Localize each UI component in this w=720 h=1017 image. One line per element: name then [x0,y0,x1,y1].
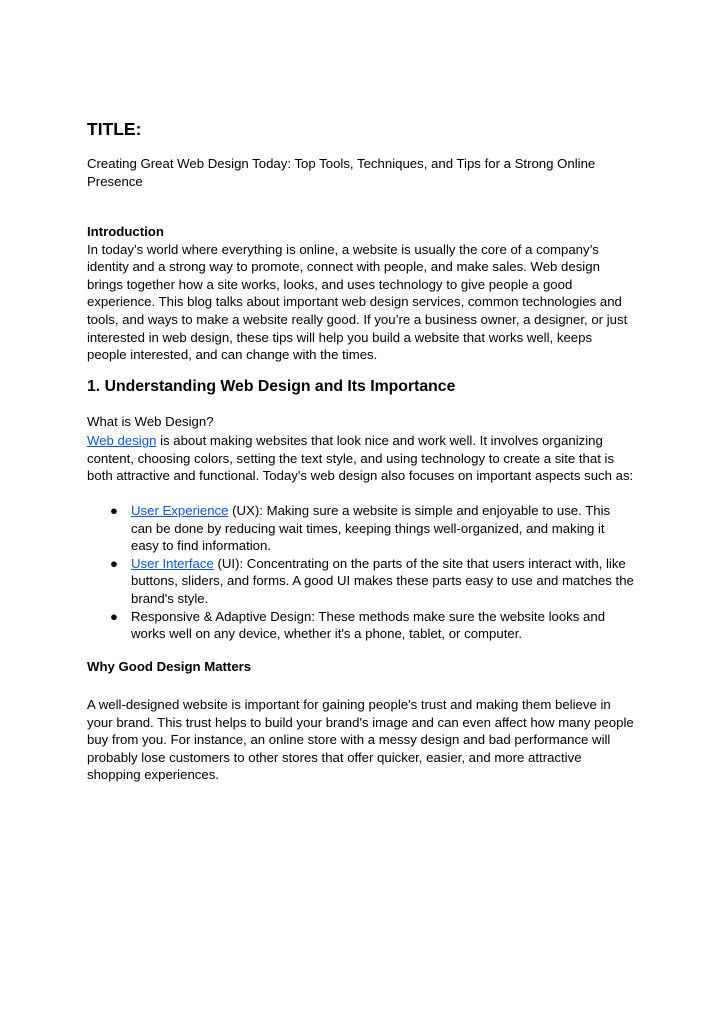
list-item [87,502,635,555]
list-item-text: Responsive & Adaptive Design: These methods make sure the website looks and works well on any device, whether it's a phone, tablet, or computer. [131,608,606,642]
web-design-link[interactable]: Web design [87,433,157,448]
user-interface-link[interactable]: User Interface [131,555,214,571]
user-experience-link[interactable]: User Experience [131,503,229,518]
what-is-web-design-heading: What is Web Design? [87,414,214,429]
introduction-section [87,223,635,364]
introduction-body: In today’s world where everything is online, a website is usually the core of a company’s identity and a strong way to promote, connect with people, and make sales. Web design brings together how a site works, looks, and uses technology to give people a good experience. This blog talks about important web design services, common technologies and tools, and ways to make a website really good. If you’re a business owner, a designer, or just interested in web design, these tips will help you build a website that works well, keeps people interested, and can change with the times. [87,241,628,363]
design-aspects-list [87,502,635,643]
list-item [87,608,635,643]
introduction-heading: Introduction [87,224,164,239]
document-label: TITLE: [87,119,142,139]
list-item-text: (UI): Concentrating on the parts of the site that users interact with, like buttons, sliders, and forms. A good UI makes these parts easy to use and matches the brand's style. [131,555,634,606]
what-is-web-design-body: is about making websites that look nice and work well. It involves organizing content, choosing colors, setting the text style, and using technology to create a site that is both attractive and functional. Today's web design also focuses on important aspects such as: [87,433,634,484]
why-good-design-matters-body: A well-designed website is important for gaining people's trust and making them believe in your brand. This trust helps to build your brand's image and can even affect how many people buy from you. For instance, an online store with a messy design and bad performance will probably lose customers to other stores that offer quicker, easier, and more attractive shopping experiences. [87,697,634,783]
bullet-icon: ● [110,555,118,571]
bullet-icon: ● [110,503,118,518]
section-heading-understanding-web-design: 1. Understanding Web Design and Its Importance [87,378,456,395]
document-title: Creating Great Web Design Today: Top Tools, Techniques, and Tips for a Strong Online Presence [87,156,596,189]
what-is-web-design-paragraph [87,432,635,485]
bullet-icon: ● [110,608,118,624]
list-item [87,555,635,608]
why-good-design-matters-heading: Why Good Design Matters [87,659,252,674]
list-item-text: (UX): Making sure a website is simple and enjoyable to use. This can be done by reducing wait times, keeping things well-organized, and making it easy to find information. [131,503,611,554]
